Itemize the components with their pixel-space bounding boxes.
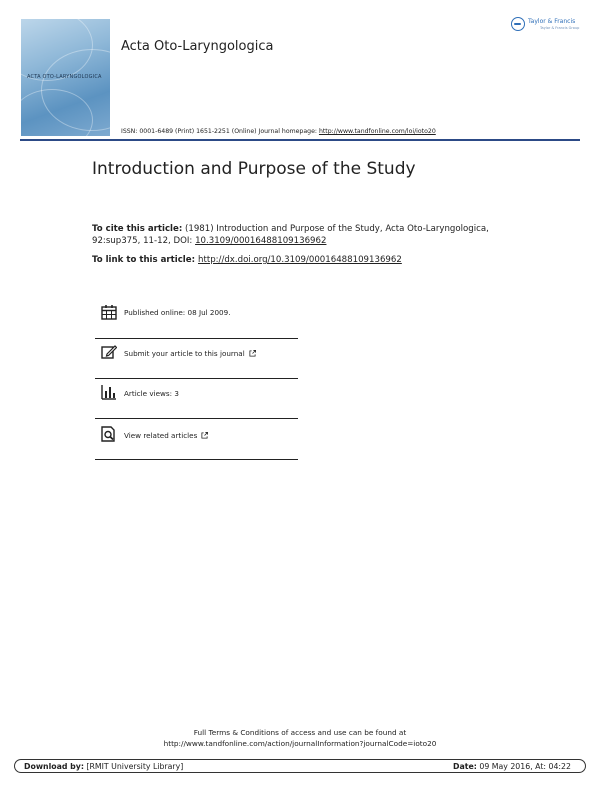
downloaded-value: [RMIT University Library] — [83, 762, 184, 771]
published-row — [95, 298, 298, 339]
terms-url[interactable]: http://www.tandfonline.com/action/journalInformation?journalCode=ioto20 — [163, 739, 437, 748]
external-link-icon — [201, 432, 208, 439]
issn-line — [121, 128, 436, 135]
journal-title: Acta Oto-Laryngologica — [121, 39, 274, 54]
citation — [92, 223, 492, 247]
terms-line-1: Full Terms & Conditions of access and use can be found at — [193, 728, 407, 737]
cite-doi-link[interactable]: 10.3109/00016488109136962 — [195, 236, 327, 246]
publisher-logo-sub: Taylor & Francis Group — [540, 26, 580, 30]
article-title: Introduction and Purpose of the Study — [92, 159, 416, 179]
article-views: Article views: 3 — [124, 389, 179, 398]
journal-homepage-link[interactable]: http://www.tandfonline.com/loi/ioto20 — [318, 128, 436, 135]
header-divider — [20, 139, 580, 141]
search-document-icon — [101, 426, 117, 442]
publisher-logo — [511, 17, 581, 33]
publisher-logo-name: Taylor & Francis — [528, 18, 576, 25]
issn-text: ISSN: 0001-6489 (Print) 1651-2251 (Online) Journal homepage: — [121, 128, 319, 135]
cover-title: ACTA OTO-LARYNGOLOGICA — [27, 74, 102, 80]
cover-subtitle — [53, 84, 54, 88]
cite-label: To cite this article: — [92, 224, 183, 234]
bar-chart-icon — [101, 384, 117, 400]
article-link — [92, 255, 402, 265]
calendar-icon — [101, 304, 117, 320]
date-label: Date: — [453, 762, 477, 771]
related-row[interactable] — [95, 419, 298, 460]
download-info-bar — [14, 759, 586, 773]
link-label: To link to this article: — [92, 255, 199, 265]
edit-icon — [101, 344, 117, 360]
view-related-link[interactable] — [124, 431, 208, 440]
article-doi-url[interactable]: http://dx.doi.org/10.3109/00016488109136962 — [198, 255, 402, 265]
related-label: View related articles — [124, 431, 198, 440]
published-date: Published online: 08 Jul 2009. — [124, 308, 231, 317]
submit-label: Submit your article to this journal — [124, 349, 245, 358]
submit-row[interactable] — [95, 338, 298, 379]
views-row — [95, 378, 298, 419]
download-date — [453, 762, 571, 771]
downloaded-label: Download by: — [24, 762, 84, 771]
journal-cover-image — [21, 19, 110, 136]
external-link-icon — [249, 350, 256, 357]
publisher-logo-icon — [511, 17, 525, 31]
date-value: 09 May 2016, At: 04:22 — [476, 762, 571, 771]
submit-article-link[interactable] — [124, 349, 256, 358]
downloaded-by — [24, 762, 183, 771]
cite-text: (1981) Introduction and Purpose of the Study, Acta Oto-Laryngologica, 92:sup375, 11-12, DOI: — [92, 224, 489, 246]
